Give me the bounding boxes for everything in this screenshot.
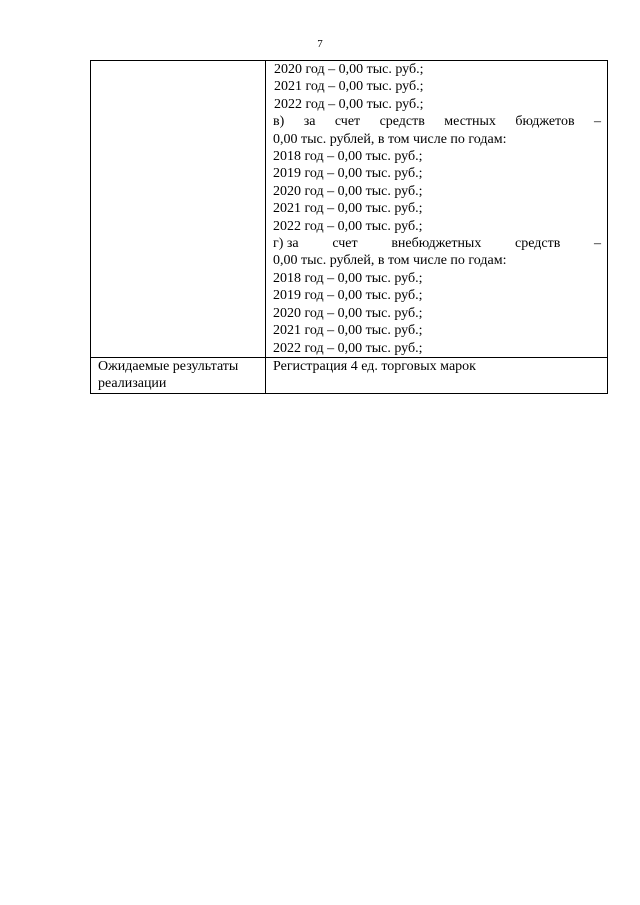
year-line: 2019 год – 0,00 тыс. руб.; xyxy=(273,166,423,182)
program-passport-table xyxy=(90,60,608,394)
year-line: 2018 год – 0,00 тыс. руб.; xyxy=(273,270,423,286)
expected-results-value: Регистрация 4 ед. торговых марок xyxy=(266,357,608,393)
year-line: 2022 год – 0,00 тыс. руб.; xyxy=(274,96,424,112)
year-line: 2021 год – 0,00 тыс. руб.; xyxy=(273,323,423,339)
year-line: 2020 год – 0,00 тыс. руб.; xyxy=(273,183,423,199)
row-label-cell xyxy=(91,61,266,358)
year-line: 2022 год – 0,00 тыс. руб.; xyxy=(273,218,423,234)
year-line: 2022 год – 0,00 тыс. руб.; xyxy=(273,340,423,356)
local-budget-heading: в) за счет средств местных бюджетов – xyxy=(273,114,601,130)
local-budget-total: 0,00 тыс. рублей, в том числе по годам: xyxy=(273,131,507,147)
year-line: 2020 год – 0,00 тыс. руб.; xyxy=(274,62,424,77)
year-line: 2019 год – 0,00 тыс. руб.; xyxy=(273,288,423,304)
extrabudgetary-total: 0,00 тыс. рублей, в том числе по годам: xyxy=(273,253,507,269)
funding-details-cell xyxy=(266,61,608,358)
year-line: 2021 год – 0,00 тыс. руб.; xyxy=(273,201,423,217)
extrabudgetary-heading: г) за счет внебюджетных средств – xyxy=(273,236,601,252)
table-row xyxy=(91,357,608,393)
expected-results-label: Ожидаемые результаты реализации xyxy=(91,357,266,393)
year-line: 2018 год – 0,00 тыс. руб.; xyxy=(273,149,423,165)
year-line: 2021 год – 0,00 тыс. руб.; xyxy=(274,79,424,95)
table-row xyxy=(91,61,608,358)
year-line: 2020 год – 0,00 тыс. руб.; xyxy=(273,305,423,321)
page-number: 7 xyxy=(317,38,323,50)
